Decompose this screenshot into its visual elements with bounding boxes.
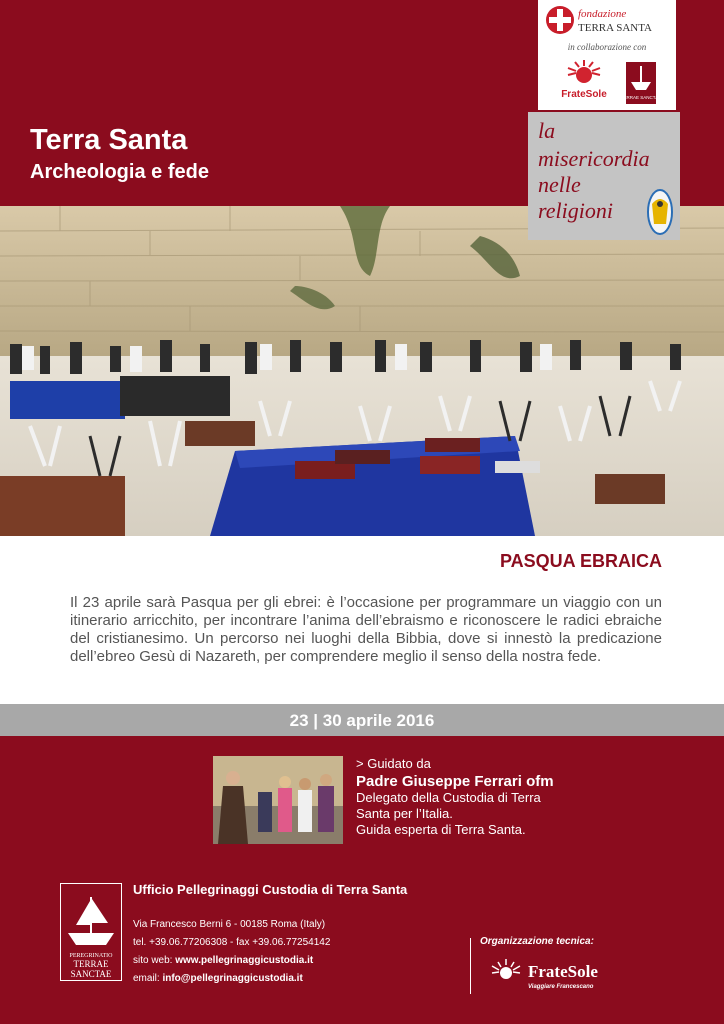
office-address: Via Francesco Berni 6 - 00185 Roma (Italy) bbox=[133, 919, 326, 930]
office-email bbox=[133, 970, 330, 988]
office-web bbox=[133, 952, 330, 970]
fratesole-name: FrateSole bbox=[561, 89, 607, 100]
guide-name: Padre Giuseppe Ferrari ofm bbox=[356, 773, 554, 790]
tel-value: +39.06.77206308 - fax +39.06.77254142 bbox=[149, 937, 331, 948]
guide-line-1: Delegato della Custodia di Terra bbox=[356, 790, 541, 805]
western-wall-scene bbox=[0, 206, 724, 536]
misericordia-word-4: religioni bbox=[538, 198, 613, 223]
collab-text: in collaborazione con bbox=[567, 42, 647, 52]
page-subtitle: Archeologia e fede bbox=[30, 161, 209, 183]
guide-info bbox=[356, 756, 656, 838]
page-title: Terra Santa bbox=[30, 124, 188, 156]
guide-line-3: Guida esperta di Terra Santa. bbox=[356, 822, 526, 837]
jubilee-logo bbox=[648, 190, 672, 234]
logo-line-1: PEREGRINATIO bbox=[69, 953, 113, 959]
guide-intro: > Guidato da bbox=[356, 756, 431, 771]
logos-graphic bbox=[538, 0, 676, 110]
email-label: email: bbox=[133, 973, 160, 984]
section-title: PASQUA EBRAICA bbox=[499, 551, 662, 571]
misericordia-word-2: misericordia bbox=[538, 146, 650, 171]
trip-dates: 23 | 30 aprile 2016 bbox=[289, 711, 435, 730]
guide-line-2: Santa per l’Italia. bbox=[356, 806, 453, 821]
sponsor-logos bbox=[538, 0, 676, 110]
fratesole-logo bbox=[561, 60, 607, 100]
logo-line-3: SANCTAE bbox=[70, 969, 112, 979]
guide-photo bbox=[213, 756, 343, 844]
web-link[interactable]: www.pellegrinaggicustodia.it bbox=[175, 955, 314, 966]
peregrinatio-graphic bbox=[60, 883, 122, 981]
guide-photo-scene bbox=[213, 756, 343, 844]
org-sub: Viaggiare Francescano bbox=[528, 984, 594, 990]
terra-santa-text: TERRA SANTA bbox=[578, 22, 652, 34]
terrae-logo-text: TERRAE SANCTAE bbox=[620, 95, 662, 100]
peregrinatio-logo bbox=[60, 883, 122, 981]
misericordia-panel bbox=[528, 112, 680, 240]
section-body: Il 23 aprile sarà Pasqua per gli ebrei: è l’occasione per programmare un viaggio con un itinerario arricchito, per incontrare l’anima dell’ebraismo e riconoscere le radici ebraiche del cristianesimo. Un percorso nei luoghi della Bibbia, dove si innestò la predicazione dell’ebreo Gesù di Nazareth, per comprendere meglio il senso della nostra fede. bbox=[70, 594, 662, 665]
misericordia-word-1: la bbox=[538, 118, 556, 143]
fratesole-footer-logo bbox=[480, 951, 620, 995]
org-name: FrateSole bbox=[528, 962, 598, 981]
misericordia-graphic bbox=[528, 112, 680, 240]
fondazione-logo bbox=[546, 6, 574, 34]
tel-label: tel. bbox=[133, 937, 147, 948]
misericordia-word-3: nelle bbox=[538, 172, 581, 197]
email-link[interactable]: info@pellegrinaggicustodia.it bbox=[162, 973, 303, 984]
logo-line-2: TERRAE bbox=[73, 959, 109, 969]
org-block bbox=[470, 936, 620, 995]
office-contacts bbox=[133, 916, 330, 988]
office-name: Ufficio Pellegrinaggi Custodia di Terra Santa bbox=[133, 882, 408, 897]
western-wall-photo bbox=[0, 206, 724, 536]
office-tel bbox=[133, 934, 330, 952]
fondazione-text: fondazione bbox=[578, 8, 627, 20]
org-label: Organizzazione tecnica: bbox=[480, 936, 594, 947]
web-label: sito web: bbox=[133, 955, 173, 966]
terrae-logo bbox=[621, 62, 661, 104]
